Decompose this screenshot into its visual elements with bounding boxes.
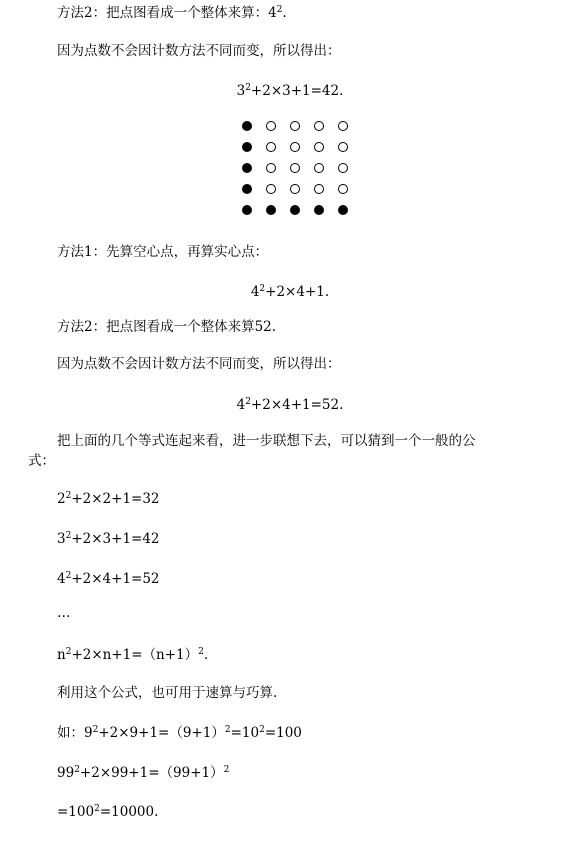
example-99 xyxy=(57,764,229,782)
text-run: =100 xyxy=(264,725,302,741)
superscript: 2 xyxy=(65,491,72,501)
hollow-dot xyxy=(266,121,276,131)
conclusion-line-1: 因为点数不会因计数方法不同而变，所以得出： xyxy=(57,43,341,59)
solid-dot xyxy=(266,205,276,215)
hollow-dot xyxy=(266,184,276,194)
hollow-dot xyxy=(338,184,348,194)
superscript: 2 xyxy=(65,531,72,541)
paragraph-general-cont: 式： xyxy=(28,453,55,469)
solid-dot xyxy=(242,205,252,215)
text-run: 4 xyxy=(236,397,246,413)
hollow-dot xyxy=(290,163,300,173)
solid-dot xyxy=(242,184,252,194)
example-9 xyxy=(57,724,302,742)
hollow-dot xyxy=(290,184,300,194)
superscript: 2 xyxy=(92,725,99,735)
text-run: +2×3+1=42. xyxy=(250,83,344,99)
superscript: 2 xyxy=(259,284,266,294)
hollow-dot xyxy=(314,121,324,131)
superscript: 2 xyxy=(198,647,204,657)
superscript: 2 xyxy=(224,725,231,735)
solid-dot xyxy=(242,142,252,152)
solid-dot xyxy=(338,205,348,215)
text-run: =100 xyxy=(57,804,95,820)
usage-line: 利用这个公式，也可用于速算与巧算. xyxy=(57,685,278,701)
hollow-dot xyxy=(314,163,324,173)
method1-line: 方法1：先算空心点，再算实心点： xyxy=(57,244,269,260)
hollow-dot xyxy=(314,142,324,152)
text-run: 如：9 xyxy=(57,725,93,741)
general-formula xyxy=(57,646,208,664)
expression-4 xyxy=(0,283,580,301)
text-run: +2×99+1=（99+1） xyxy=(79,765,224,781)
text-run: +2×4+1. xyxy=(265,284,330,300)
text-run: 2 xyxy=(57,491,66,507)
superscript: 2 xyxy=(245,83,251,93)
superscript: 2 xyxy=(259,725,265,735)
text-run: . xyxy=(203,647,209,663)
superscript: 2 xyxy=(65,571,72,581)
hollow-dot xyxy=(266,163,276,173)
solid-dot xyxy=(290,205,300,215)
list-equation-3 xyxy=(57,530,160,548)
ellipsis: … xyxy=(57,605,71,621)
text-run: 方法2：把点图看成一个整体来算：4 xyxy=(57,5,277,21)
text-run: +2×4+1=52. xyxy=(250,397,344,413)
text-run: 3 xyxy=(57,531,66,547)
text-run: 3 xyxy=(236,83,246,99)
hollow-dot xyxy=(290,142,300,152)
hollow-dot xyxy=(266,142,276,152)
text-run: . xyxy=(282,5,287,21)
text-run: +2×n+1=（n+1） xyxy=(71,647,199,663)
text-run: 4 xyxy=(57,571,66,587)
conclusion-line-2: 因为点数不会因计数方法不同而变，所以得出： xyxy=(57,356,341,372)
text-run: +2×4+1=52 xyxy=(71,571,160,587)
superscript: 2 xyxy=(74,765,80,775)
text-run: =10000. xyxy=(99,804,159,820)
equation-3 xyxy=(0,82,580,100)
solid-dot xyxy=(314,205,324,215)
superscript: 2 xyxy=(65,647,72,657)
hollow-dot xyxy=(338,142,348,152)
hollow-dot xyxy=(314,184,324,194)
superscript: 2 xyxy=(276,5,283,15)
paragraph-general: 把上面的几个等式连起来看，进一步联想下去，可以猜到一个一般的公 xyxy=(57,433,476,449)
method2-line: 方法2：把点图看成一个整体来算52. xyxy=(57,319,277,335)
list-equation-4 xyxy=(57,570,160,588)
text-run: 99 xyxy=(57,765,75,781)
hollow-dot xyxy=(338,163,348,173)
text-run: +2×3+1=42 xyxy=(71,531,160,547)
method2-line-top xyxy=(57,4,287,22)
superscript: 2 xyxy=(245,397,251,407)
solid-dot xyxy=(242,121,252,131)
equation-4 xyxy=(0,396,580,414)
hollow-dot xyxy=(338,121,348,131)
solid-dot xyxy=(242,163,252,173)
list-equation-2 xyxy=(57,490,160,508)
example-99-result xyxy=(57,803,158,821)
hollow-dot xyxy=(290,121,300,131)
text-run: n xyxy=(57,647,66,663)
text-run: 4 xyxy=(250,284,260,300)
text-run: +2×2+1=32 xyxy=(71,491,160,507)
superscript: 2 xyxy=(94,804,100,814)
text-run: +2×9+1=（9+1） xyxy=(98,725,225,741)
text-run: =10 xyxy=(230,725,260,741)
superscript: 2 xyxy=(223,765,230,775)
